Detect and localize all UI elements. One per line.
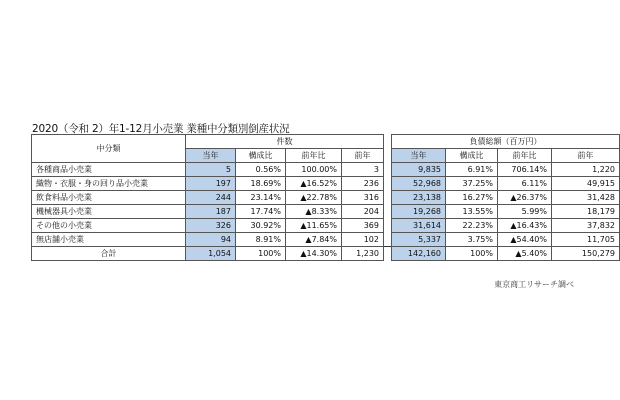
debt-prev-header: 前年 xyxy=(552,149,620,163)
cases-prev: 3 xyxy=(342,163,384,177)
table-row xyxy=(32,219,620,233)
debt-yoy: 6.11% xyxy=(498,177,552,191)
total-cases-current: 1,054 xyxy=(186,247,236,261)
debt-current: 23,138 xyxy=(392,191,446,205)
cases-share: 8.91% xyxy=(236,233,286,247)
table-row xyxy=(32,163,620,177)
cases-current: 187 xyxy=(186,205,236,219)
source-note: 東京商工リサーチ調べ xyxy=(494,280,574,289)
cases-share: 30.92% xyxy=(236,219,286,233)
total-debt-yoy: ▲5.40% xyxy=(498,247,552,261)
debt-group-header: 負債総額（百万円） xyxy=(392,135,620,149)
column-gap xyxy=(384,135,392,163)
debt-yoy: 706.14% xyxy=(498,163,552,177)
cases-yoy: ▲16.52% xyxy=(286,177,342,191)
cases-share: 0.56% xyxy=(236,163,286,177)
debt-yoy: ▲16.43% xyxy=(498,219,552,233)
cases-prev-header: 前年 xyxy=(342,149,384,163)
row-category: 飲食料品小売業 xyxy=(32,191,186,205)
cases-current: 326 xyxy=(186,219,236,233)
debt-share: 22.23% xyxy=(446,219,498,233)
total-cases-prev: 1,230 xyxy=(342,247,384,261)
row-category: 織物・衣服・身の回り品小売業 xyxy=(32,177,186,191)
table-row xyxy=(32,205,620,219)
row-category: その他の小売業 xyxy=(32,219,186,233)
row-category: 各種商品小売業 xyxy=(32,163,186,177)
column-gap xyxy=(384,233,392,247)
debt-prev: 18,179 xyxy=(552,205,620,219)
total-debt-current: 142,160 xyxy=(392,247,446,261)
cases-share: 17.74% xyxy=(236,205,286,219)
debt-prev: 49,915 xyxy=(552,177,620,191)
table-title: 2020（令和 2）年1-12月小売業 業種中分類別倒産状況 xyxy=(32,123,290,135)
debt-current: 19,268 xyxy=(392,205,446,219)
debt-share: 13.55% xyxy=(446,205,498,219)
debt-share: 3.75% xyxy=(446,233,498,247)
debt-prev: 37,832 xyxy=(552,219,620,233)
column-gap xyxy=(384,163,392,177)
debt-prev: 11,705 xyxy=(552,233,620,247)
column-gap xyxy=(384,219,392,233)
row-category: 無店舗小売業 xyxy=(32,233,186,247)
debt-prev: 31,428 xyxy=(552,191,620,205)
debt-current: 52,968 xyxy=(392,177,446,191)
column-gap xyxy=(384,247,392,261)
cases-prev: 369 xyxy=(342,219,384,233)
cases-current: 197 xyxy=(186,177,236,191)
debt-share: 6.91% xyxy=(446,163,498,177)
debt-prev: 1,220 xyxy=(552,163,620,177)
cases-yoy: ▲8.33% xyxy=(286,205,342,219)
cases-yoy: ▲7.84% xyxy=(286,233,342,247)
bankruptcy-table xyxy=(31,134,620,261)
debt-yoy: ▲26.37% xyxy=(498,191,552,205)
cases-current: 5 xyxy=(186,163,236,177)
total-debt-prev: 150,279 xyxy=(552,247,620,261)
debt-yoy-header: 前年比 xyxy=(498,149,552,163)
cases-current: 244 xyxy=(186,191,236,205)
cases-yoy-header: 前年比 xyxy=(286,149,342,163)
cases-current-header: 当年 xyxy=(186,149,236,163)
cases-prev: 316 xyxy=(342,191,384,205)
total-cases-share: 100% xyxy=(236,247,286,261)
column-gap xyxy=(384,191,392,205)
debt-yoy: ▲54.40% xyxy=(498,233,552,247)
debt-current: 31,614 xyxy=(392,219,446,233)
row-category: 機械器具小売業 xyxy=(32,205,186,219)
debt-current: 5,337 xyxy=(392,233,446,247)
cases-group-header: 件数 xyxy=(186,135,384,149)
cases-prev: 204 xyxy=(342,205,384,219)
debt-current-header: 当年 xyxy=(392,149,446,163)
cases-yoy: ▲11.65% xyxy=(286,219,342,233)
debt-current: 9,835 xyxy=(392,163,446,177)
cases-prev: 236 xyxy=(342,177,384,191)
cases-share: 18.69% xyxy=(236,177,286,191)
cases-yoy: 100.00% xyxy=(286,163,342,177)
table-row xyxy=(32,191,620,205)
cases-yoy: ▲22.78% xyxy=(286,191,342,205)
debt-share: 16.27% xyxy=(446,191,498,205)
cases-share-header: 構成比 xyxy=(236,149,286,163)
debt-share-header: 構成比 xyxy=(446,149,498,163)
table-row xyxy=(32,177,620,191)
category-header: 中分類 xyxy=(32,135,186,163)
column-gap xyxy=(384,177,392,191)
debt-share: 37.25% xyxy=(446,177,498,191)
cases-current: 94 xyxy=(186,233,236,247)
cases-share: 23.14% xyxy=(236,191,286,205)
debt-yoy: 5.99% xyxy=(498,205,552,219)
total-row xyxy=(32,247,620,261)
total-label: 合計 xyxy=(32,247,186,261)
cases-prev: 102 xyxy=(342,233,384,247)
total-debt-share: 100% xyxy=(446,247,498,261)
total-cases-yoy: ▲14.30% xyxy=(286,247,342,261)
table-row xyxy=(32,233,620,247)
column-gap xyxy=(384,205,392,219)
